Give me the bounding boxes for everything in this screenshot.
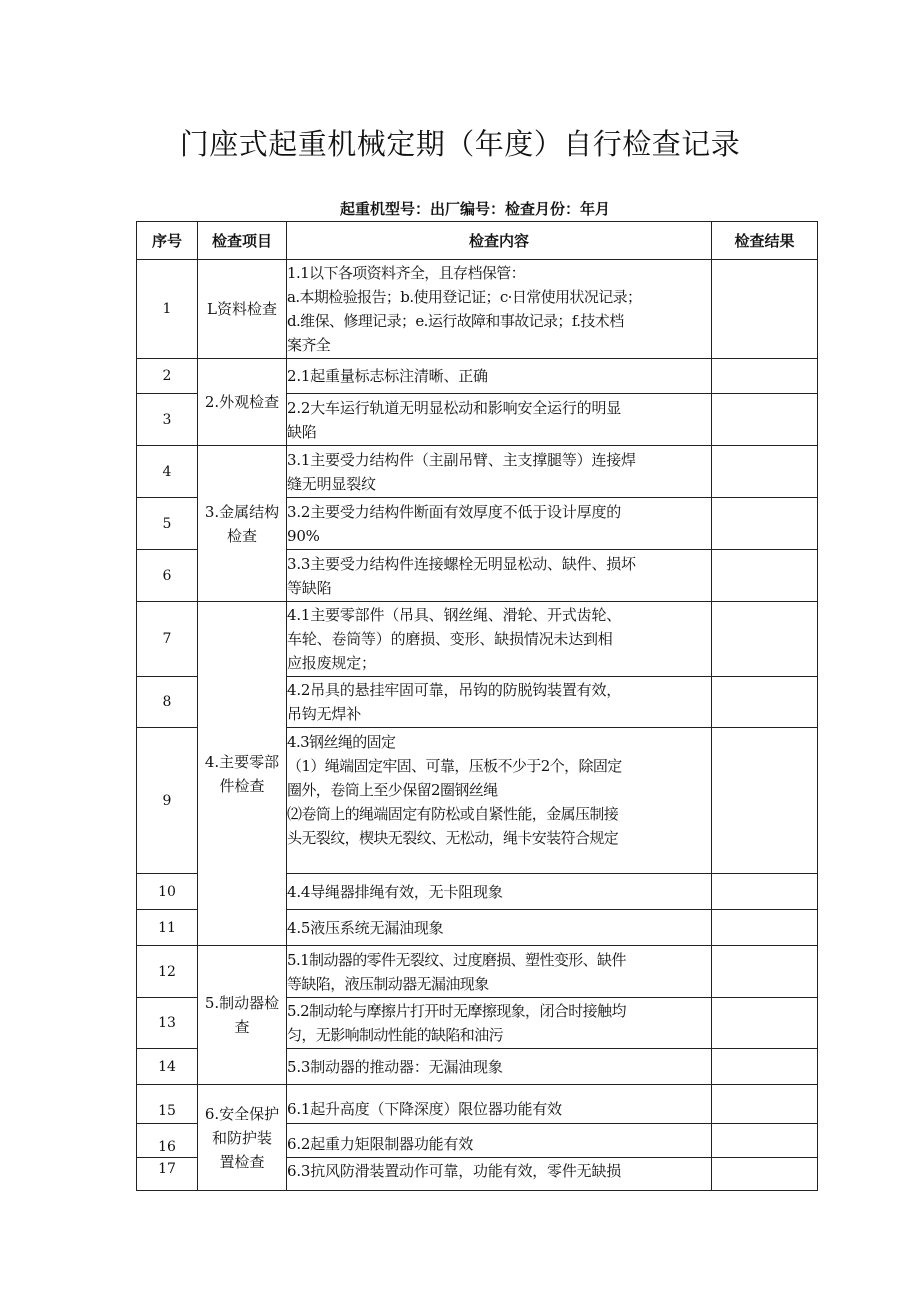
row-seq: 6 bbox=[137, 550, 198, 602]
row-seq: 16 bbox=[137, 1124, 198, 1158]
row-seq: 12 bbox=[137, 946, 198, 998]
row-seq: 7 bbox=[137, 602, 198, 677]
result-cell[interactable] bbox=[712, 446, 818, 498]
table-header-row bbox=[137, 222, 818, 260]
row-content: 6.3抗风防滑装置动作可靠，功能有效，零件无缺损 bbox=[287, 1158, 712, 1191]
row-content: 4.2吊具的悬挂牢固可靠，吊钩的防脱钩装置有效， 吊钩无焊补 bbox=[287, 677, 712, 728]
result-cell[interactable] bbox=[712, 602, 818, 677]
table-row bbox=[137, 260, 818, 359]
result-cell[interactable] bbox=[712, 677, 818, 728]
header-item: 检查项目 bbox=[198, 222, 287, 260]
header-seq: 序号 bbox=[137, 222, 198, 260]
row-seq: 13 bbox=[137, 998, 198, 1049]
row-content: 4.3钢丝绳的固定 （1）绳端固定牢固、可靠，压板不少于2个，除固定 圈外，卷筒上至少保留2圈钢丝绳 ⑵卷筒上的绳端固定有防松或自紧性能，金属压制接 头无裂纹，楔块无裂纹、无松动，绳卡安装符合规定 bbox=[287, 728, 712, 874]
row-seq: 1 bbox=[137, 260, 198, 359]
result-cell[interactable] bbox=[712, 910, 818, 946]
row-content: 3.3主要受力结构件连接螺栓无明显松动、缺件、损坏 等缺陷 bbox=[287, 550, 712, 602]
row-content: 3.2主要受力结构件断面有效厚度不低于设计厚度的 90% bbox=[287, 498, 712, 550]
row-seq: 10 bbox=[137, 874, 198, 910]
row-seq: 8 bbox=[137, 677, 198, 728]
inspection-record-table bbox=[136, 221, 818, 1191]
row-content: 6.1起升高度（下降深度）限位器功能有效 bbox=[287, 1085, 712, 1124]
table-row bbox=[137, 602, 818, 677]
row-content: 2.1起重量标志标注清晰、正确 bbox=[287, 359, 712, 394]
result-cell[interactable] bbox=[712, 260, 818, 359]
group-safety-protection: 6.安全保护 和防护装 置检查 bbox=[198, 1085, 287, 1191]
result-cell[interactable] bbox=[712, 946, 818, 998]
row-seq: 14 bbox=[137, 1049, 198, 1085]
row-content: 5.3制动器的推动器：无漏油现象 bbox=[287, 1049, 712, 1085]
row-seq: 4 bbox=[137, 446, 198, 498]
row-content: 4.5液压系统无漏油现象 bbox=[287, 910, 712, 946]
result-cell[interactable] bbox=[712, 394, 818, 446]
table-row bbox=[137, 1085, 818, 1124]
row-seq: 15 bbox=[137, 1085, 198, 1124]
row-seq: 11 bbox=[137, 910, 198, 946]
result-cell[interactable] bbox=[712, 1124, 818, 1158]
table-row bbox=[137, 359, 818, 394]
page-title: 门座式起重机械定期（年度）自行检查记录 bbox=[179, 127, 741, 161]
result-cell[interactable] bbox=[712, 998, 818, 1049]
table-row bbox=[137, 946, 818, 998]
row-seq: 3 bbox=[137, 394, 198, 446]
row-content: 6.2起重力矩限制器功能有效 bbox=[287, 1124, 712, 1158]
row-content: 2.2大车运行轨道无明显松动和影响安全运行的明显 缺陷 bbox=[287, 394, 712, 446]
row-content: 4.1主要零部件（吊具、钢丝绳、滑轮、开式齿轮、 车轮、卷筒等）的磨损、变形、缺损情况未达到相 应报废规定； bbox=[287, 602, 712, 677]
row-content: 4.4导绳器排绳有效，无卡阻现象 bbox=[287, 874, 712, 910]
row-content: 5.1制动器的零件无裂纹、过度磨损、塑性变形、缺件 等缺陷，液压制动器无漏油现象 bbox=[287, 946, 712, 998]
result-cell[interactable] bbox=[712, 874, 818, 910]
group-appearance: 2.外观检查 bbox=[198, 359, 287, 446]
header-content: 检查内容 bbox=[287, 222, 712, 260]
group-main-parts: 4.主要零部 件检查 bbox=[198, 602, 287, 946]
result-cell[interactable] bbox=[712, 1049, 818, 1085]
table-row bbox=[137, 446, 818, 498]
group-documents: L资料检查 bbox=[198, 260, 287, 359]
row-seq: 17 bbox=[137, 1158, 198, 1191]
equipment-info-line: 起重机型号：出厂编号：检查月份：年月 bbox=[339, 200, 610, 218]
result-cell[interactable] bbox=[712, 1085, 818, 1124]
group-metal-structure: 3.金属结构 检查 bbox=[198, 446, 287, 602]
result-cell[interactable] bbox=[712, 1158, 818, 1191]
group-brake: 5.制动器检 查 bbox=[198, 946, 287, 1085]
row-content: 3.1主要受力结构件（主副吊臂、主支撑腿等）连接焊 缝无明显裂纹 bbox=[287, 446, 712, 498]
result-cell[interactable] bbox=[712, 359, 818, 394]
row-content: 1.1以下各项资料齐全，且存档保管： a.本期检验报告；b.使用登记证；c·日常使用状况记录； d.维保、修理记录；e.运行故障和事故记录；f.技术档 案齐全 bbox=[287, 260, 712, 359]
result-cell[interactable] bbox=[712, 728, 818, 874]
row-content: 5.2制动轮与摩擦片打开时无摩擦现象，闭合时接触均 匀，无影响制动性能的缺陷和油污 bbox=[287, 998, 712, 1049]
row-seq: 9 bbox=[137, 728, 198, 874]
row-seq: 2 bbox=[137, 359, 198, 394]
row-seq: 5 bbox=[137, 498, 198, 550]
result-cell[interactable] bbox=[712, 498, 818, 550]
result-cell[interactable] bbox=[712, 550, 818, 602]
header-result: 检查结果 bbox=[712, 222, 818, 260]
